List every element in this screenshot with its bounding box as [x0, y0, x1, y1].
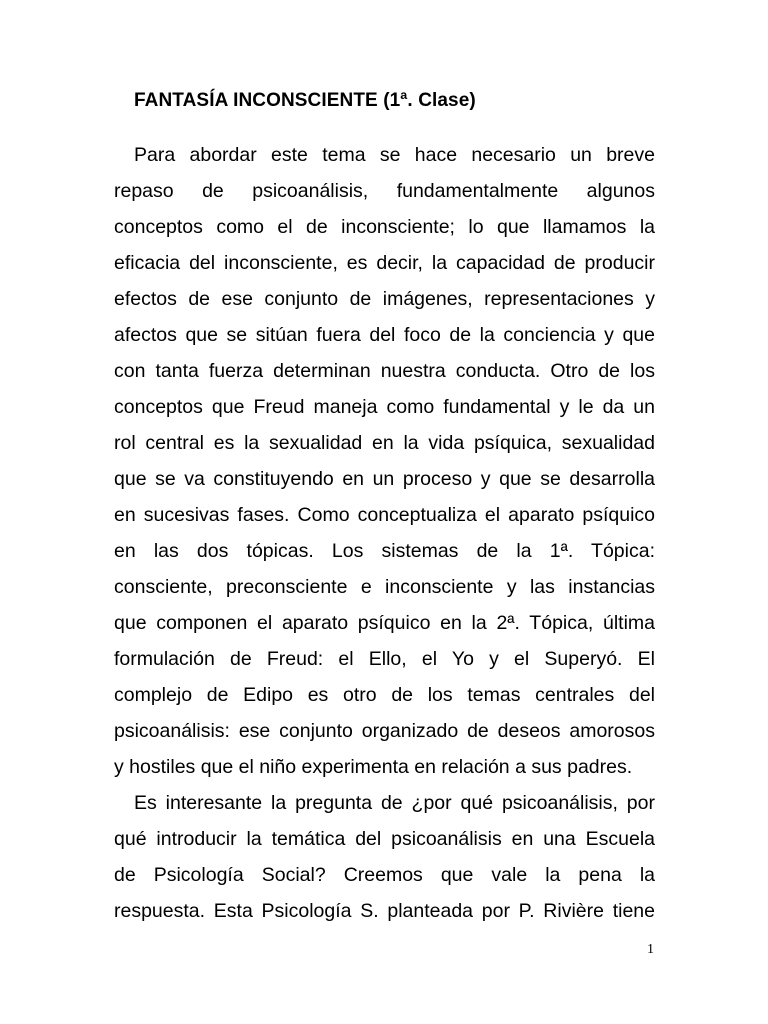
text-line: rol central es la sexualidad en la vida psíquica, sexualidad — [114, 432, 655, 454]
text-line: con tanta fuerza determinan nuestra conducta. Otro de los — [114, 360, 655, 382]
text-line: consciente, preconsciente e inconsciente y las instancias — [114, 576, 655, 598]
text-line: en sucesivas fases. Como conceptualiza el aparato psíquico — [114, 504, 655, 526]
document-heading: FANTASÍA INCONSCIENTE (1ª. Clase) — [134, 90, 476, 111]
text-line: y hostiles que el niño experimenta en relación a sus padres. — [114, 756, 633, 778]
text-line: qué introducir la temática del psicoanálisis en una Escuela — [114, 828, 655, 850]
text-line: complejo de Edipo es otro de los temas centrales del — [114, 684, 655, 706]
text-line: Para abordar este tema se hace necesario un breve — [134, 144, 655, 166]
page-number: 1 — [647, 942, 654, 957]
text-line: formulación de Freud: el Ello, el Yo y el Superyó. El — [114, 648, 655, 670]
text-line: conceptos que Freud maneja como fundamental y le da un — [114, 396, 655, 418]
text-line: respuesta. Esta Psicología S. planteada por P. Rivière tiene — [114, 900, 655, 922]
text-line: conceptos como el de inconsciente; lo que llamamos la — [114, 216, 655, 238]
text-line: que componen el aparato psíquico en la 2ª. Tópica, última — [114, 612, 655, 634]
paragraph-2 — [114, 785, 655, 929]
text-line: de Psicología Social? Creemos que vale la pena la — [114, 864, 655, 886]
text-line: eficacia del inconsciente, es decir, la capacidad de producir — [114, 252, 655, 274]
text-line: en las dos tópicas. Los sistemas de la 1ª. Tópica: — [114, 540, 655, 562]
text-line: psicoanálisis: ese conjunto organizado de deseos amorosos — [114, 720, 655, 742]
text-line: repaso de psicoanálisis, fundamentalmente algunos — [114, 180, 655, 202]
document-body — [114, 137, 655, 929]
text-line: afectos que se sitúan fuera del foco de la conciencia y que — [114, 324, 655, 346]
text-line: Es interesante la pregunta de ¿por qué psicoanálisis, por — [134, 792, 655, 814]
text-line: que se va constituyendo en un proceso y que se desarrolla — [114, 468, 655, 490]
paragraph-1 — [114, 137, 655, 785]
text-line: efectos de ese conjunto de imágenes, representaciones y — [114, 288, 655, 310]
